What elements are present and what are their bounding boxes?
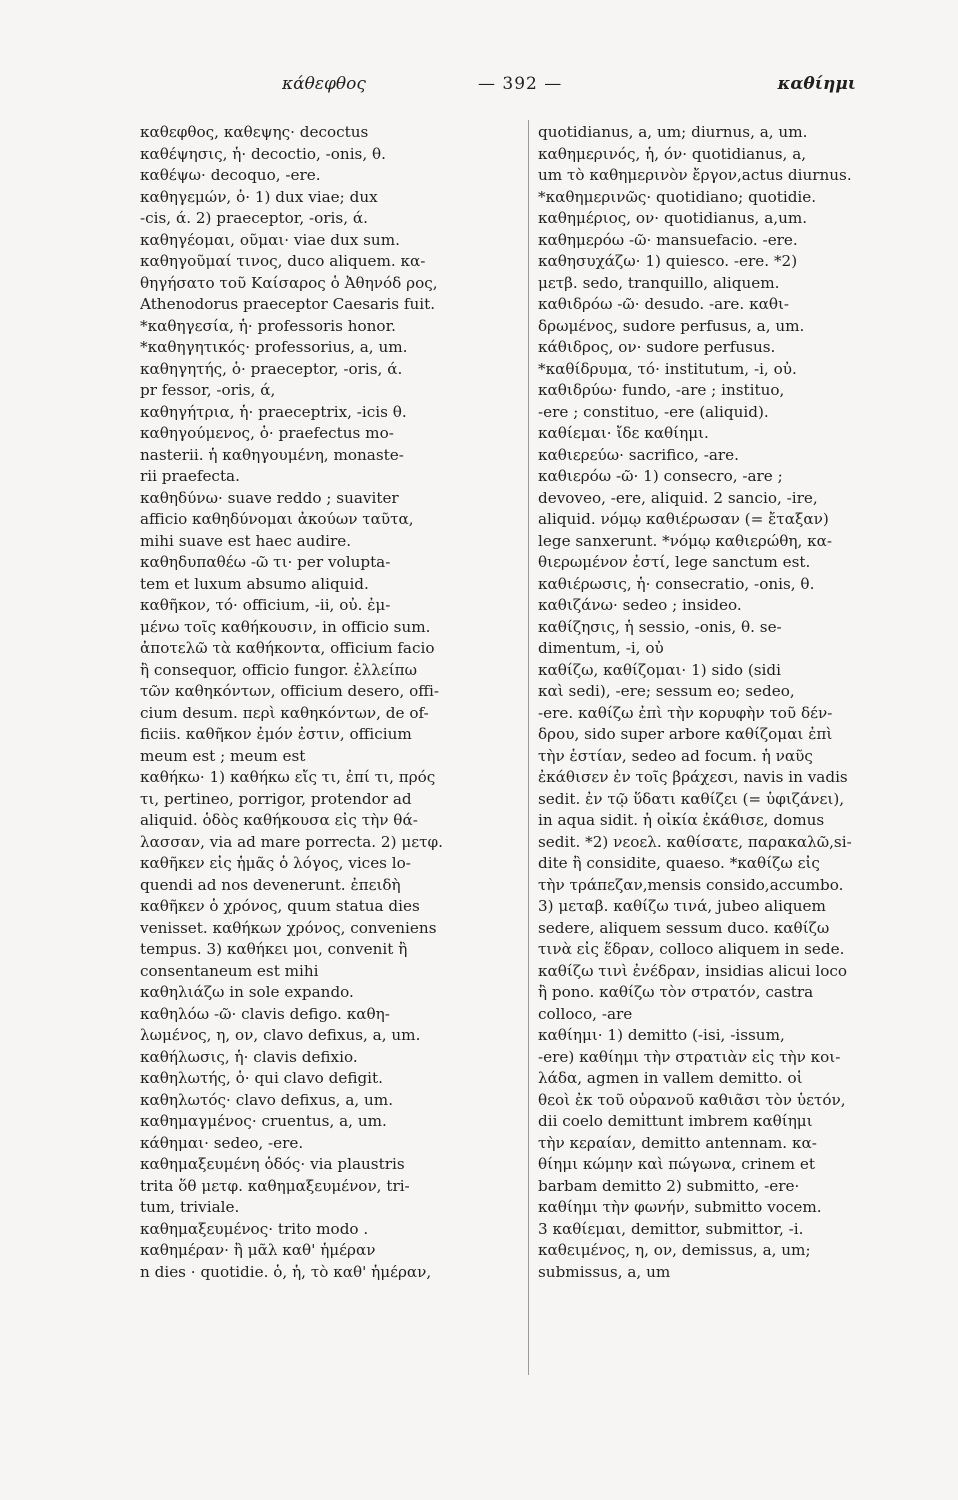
dictionary-line: καθίζω, καθίζομαι· 1) sido (sidi <box>538 660 781 679</box>
dictionary-line: καθίημι τὴν φωνήν, submitto vocem. <box>538 1198 822 1216</box>
dictionary-line: aliquid. νόμῳ καθιέρωσαν (= ἔταξαν) <box>538 510 829 528</box>
dictionary-line: καθημέριος, ον· quotidianus, a,um. <box>538 209 808 227</box>
dictionary-line: κάθημαι· sedeo, -ere. <box>140 1133 304 1152</box>
dictionary-line: καθηλόω -ῶ· clavis defigo. καθη- <box>140 1004 390 1023</box>
dictionary-line: τὴν κεραίαν, demitto antennam. κα- <box>538 1133 817 1152</box>
dictionary-line: λωμένος, η, ον, clavo defixus, a, um. <box>140 1026 421 1044</box>
dictionary-line: τι, pertineo, porrigor, protendor ad <box>140 789 412 808</box>
dictionary-line: *καθίδρυμα, τό· institutum, -i, οὐ. <box>538 359 797 378</box>
dictionary-line: θιερωμένον ἐστί, lege sanctum est. <box>538 553 811 571</box>
dictionary-line: καθῆκεν εἰς ἡμᾶς ὁ λόγος, vices lo- <box>140 854 411 872</box>
dictionary-line: καθίζησις, ἡ sessio, -onis, θ. se- <box>538 617 782 636</box>
dictionary-line: *καθηγητικός· professorius, a, um. <box>140 338 408 356</box>
dictionary-line: καθηγέομαι, οῦμαι· viae dux sum. <box>140 230 400 249</box>
dictionary-line: θίημι κώμην καὶ πώγωνα, crinem et <box>538 1155 815 1173</box>
dictionary-line: sedere, aliquem sessum duco. καθίζω <box>538 918 830 937</box>
dictionary-line: tempus. 3) καθήκει μοι, convenit ἢ <box>140 940 408 958</box>
dictionary-line: tem et luxum absumo aliquid. <box>140 574 369 593</box>
dictionary-line: καθέψω· decoquo, -ere. <box>140 166 321 184</box>
dictionary-line: καθηγητής, ὁ· praeceptor, -oris, ά. <box>140 359 403 378</box>
dictionary-line: καθηγήτρια, ἡ· praeceptrix, -icis θ. <box>140 402 407 421</box>
dictionary-line: trita ὅθ μετφ. καθημαξευμένον, tri- <box>140 1176 410 1195</box>
dictionary-line: quotidianus, a, um; diurnus, a, um. <box>538 123 808 141</box>
dictionary-line: aliquid. ὁδὸς καθήκουσα εἰς τὴν θά- <box>140 811 418 829</box>
dictionary-line: -ere. καθίζω ἐπὶ τὴν κορυφὴν τοῦ δέν- <box>538 703 833 722</box>
dictionary-line: meum est ; meum est <box>140 746 306 765</box>
dictionary-line: καθιερόω -ῶ· 1) consecro, -are ; <box>538 467 783 485</box>
dictionary-line: καθιδρόω -ῶ· desudo. -are. καθι- <box>538 295 790 313</box>
page-header <box>140 74 860 104</box>
left-running-headword: κάθεφθος <box>282 74 366 94</box>
dictionary-line: -cis, ά. 2) praeceptor, -oris, ά. <box>140 209 368 227</box>
right-running-headword: καθίημι <box>777 74 856 94</box>
right-column <box>538 122 910 1283</box>
dictionary-line: ἢ consequor, officio fungor. ἐλλείπω <box>140 660 418 679</box>
dictionary-line: n dies · quotidie. ὁ, ἡ, τὸ καθ' ἡμέραν, <box>140 1262 432 1281</box>
dictionary-line: καθεφθος, καθεψης· decoctus <box>140 123 369 141</box>
dictionary-line: καθησυχάζω· 1) quiesco. -ere. *2) <box>538 252 798 270</box>
dictionary-line: δρωμένος, sudore perfusus, a, um. <box>538 316 805 335</box>
dictionary-line: καθῆκεν ὁ χρόνος, quum statua dies <box>140 897 420 915</box>
dictionary-line: ἐκάθισεν ἐν τοῖς βράχεσι, navis in vadis <box>538 768 848 786</box>
dictionary-line: τὴν ἑστίαν, sedeo ad focum. ἡ ναῦς <box>538 746 813 765</box>
dictionary-line: καθημαξευμένη ὁδός· via plaustris <box>140 1155 405 1173</box>
dictionary-line: καθιζάνω· sedeo ; insideo. <box>538 596 742 614</box>
dictionary-line: κάθιδρος, ον· sudore perfusus. <box>538 338 776 356</box>
dictionary-line: lege sanxerunt. *νόμῳ καθιερώθη, κα- <box>538 531 833 550</box>
dictionary-line: καθιέρωσις, ἡ· consecratio, -onis, θ. <box>538 574 815 593</box>
dictionary-line: καθῆκον, τό· officium, -ii, οὐ. ἐμ- <box>140 596 391 614</box>
dictionary-line: ἀποτελῶ τὰ καθήκοντα, officium facio <box>140 639 435 657</box>
dictionary-line: καθήκω· 1) καθήκω εἴς τι, ἐπί τι, πρός <box>140 768 436 786</box>
dictionary-line: barbam demitto 2) submitto, -ere· <box>538 1176 800 1195</box>
dictionary-line: dimentum, -i, οὐ <box>538 639 664 657</box>
dictionary-line: afficio καθηδύνομαι ἀκούων ταῦτα, <box>140 510 414 528</box>
dictionary-line: pr fessor, -oris, ά, <box>140 381 276 399</box>
dictionary-line: καθήλωσις, ἡ· clavis defixio. <box>140 1047 358 1066</box>
dictionary-line: ἢ pono. καθίζω τὸν στρατόν, castra <box>538 983 814 1001</box>
dictionary-line: καθημέραν· ἢ μᾶλ καθ' ἡμέραν <box>140 1241 376 1259</box>
dictionary-line: 3) μεταβ. καθίζω τινά, jubeo aliquem <box>538 897 826 915</box>
dictionary-line: colloco, -are <box>538 1004 633 1023</box>
dictionary-line: mihi suave est haec audire. <box>140 531 352 550</box>
dictionary-line: καθηλωτής, ὁ· qui clavo defigit. <box>140 1069 383 1087</box>
dictionary-line: μένω τοῖς καθήκουσιν, in officio sum. <box>140 617 431 636</box>
page-number: — 392 — <box>478 74 563 94</box>
dictionary-line: καθημαγμένος· cruentus, a, um. <box>140 1112 387 1130</box>
dictionary-line: τινὰ εἰς ἕδραν, colloco aliquem in sede. <box>538 940 845 958</box>
dictionary-line: θηγήσατο τοῦ Καίσαρος ὁ Ἀθηνόδ ρος, <box>140 273 438 292</box>
dictionary-line: tum, triviale. <box>140 1198 240 1216</box>
dictionary-line: θεοὶ ἐκ τοῦ οὐρανοῦ καθιᾶσι τὸν ὑετόν, <box>538 1090 846 1109</box>
dictionary-line: in aqua sidit. ἡ οἰκία ἐκάθισε, domus <box>538 811 825 829</box>
dictionary-line: *καθημερινῶς· quotidiano; quotidie. <box>538 187 817 206</box>
dictionary-line: cium desum. περὶ καθηκόντων, de of- <box>140 703 429 722</box>
dictionary-line: consentaneum est mihi <box>140 961 319 980</box>
dictionary-line: καθιδρύω· fundo, -are ; instituo, <box>538 381 785 399</box>
dictionary-line: submissus, a, um <box>538 1262 671 1281</box>
dictionary-line: dii coelo demittunt imbrem καθίημι <box>538 1112 813 1130</box>
dictionary-line: devoveo, -ere, aliquid. 2 sancio, -ire, <box>538 488 818 507</box>
dictionary-line: quendi ad nos devenerunt. ἐπειδὴ <box>140 875 401 894</box>
dictionary-line: καθημερόω -ῶ· mansuefacio. -ere. <box>538 230 798 249</box>
dictionary-line: venisset. καθήκων χρόνος, conveniens <box>140 918 437 937</box>
dictionary-line: -ere ; constituo, -ere (aliquid). <box>538 402 769 421</box>
dictionary-line: -ere) καθίημι τὴν στρατιὰν εἰς τὴν κοι- <box>538 1047 841 1066</box>
dictionary-line: λασσαν, via ad mare porrecta. 2) μετφ. <box>140 832 443 851</box>
dictionary-line: δρου, sido super arbore καθίζομαι ἐπὶ <box>538 725 833 743</box>
dictionary-line: Athenodorus praeceptor Caesaris fuit. <box>140 295 436 313</box>
dictionary-line: καθηλιάζω in sole expando. <box>140 983 354 1001</box>
dictionary-line: καθηδύνω· suave reddo ; suaviter <box>140 488 399 507</box>
dictionary-line: τὴν τράπεζαν,mensis consido,accumbo. <box>538 875 844 894</box>
dictionary-line: καθηγοῦμαί τινος, duco aliquem. κα- <box>140 252 426 270</box>
column-divider <box>528 120 529 1375</box>
dictionary-line: καθηγεμών, ὁ· 1) dux viae; dux <box>140 187 378 206</box>
dictionary-line: καὶ sedi), -ere; sessum eo; sedeo, <box>538 682 795 700</box>
dictionary-line: καθηλωτός· clavo defixus, a, um. <box>140 1090 394 1109</box>
dictionary-line: 3 καθίεμαι, demittor, submittor, -i. <box>538 1219 804 1238</box>
dictionary-line: καθίεμαι· ἴδε καθίημι. <box>538 424 709 442</box>
dictionary-line: *καθηγεσία, ἡ· professoris honor. <box>140 316 396 335</box>
dictionary-line: μετβ. sedo, tranquillo, aliquem. <box>538 273 780 292</box>
dictionary-line: καθίζω τινὶ ἐνέδραν, insidias alicui loco <box>538 961 848 980</box>
dictionary-line: dite ἢ considite, quaeso. *καθίζω εἰς <box>538 854 820 872</box>
dictionary-line: καθηγούμενος, ὁ· praefectus mo- <box>140 424 394 442</box>
dictionary-line: λάδα, agmen in vallem demitto. οἱ <box>538 1069 803 1087</box>
dictionary-line: καθειμένος, η, ον, demissus, a, um; <box>538 1241 811 1259</box>
dictionary-line: καθημαξευμένος· trito modo . <box>140 1219 369 1238</box>
dictionary-line: ficiis. καθῆκον ἐμόν ἐστιν, officium <box>140 725 412 743</box>
dictionary-line: τῶν καθηκόντων, officium desero, offi- <box>140 682 440 700</box>
dictionary-line: καθέψησις, ἡ· decoctio, -onis, θ. <box>140 144 386 163</box>
dictionary-line: καθηδυπαθέω -ῶ τι· per volupta- <box>140 553 391 571</box>
dictionary-line: καθημερινός, ἡ, όν· quotidianus, a, <box>538 144 807 163</box>
dictionary-line: καθιερεύω· sacrifico, -are. <box>538 445 739 464</box>
left-column <box>140 122 520 1283</box>
dictionary-line: sedit. *2) νεοελ. καθίσατε, παρακαλῶ,si- <box>538 832 852 851</box>
dictionary-line: nasterii. ἡ καθηγουμένη, monaste- <box>140 445 404 464</box>
dictionary-line: καθίημι· 1) demitto (-isi, -issum, <box>538 1026 785 1044</box>
dictionary-line: um τὸ καθημερινὸν ἔργον,actus diurnus. <box>538 166 852 184</box>
dictionary-line: sedit. ἐν τῷ ὕδατι καθίζει (= ὑφιζάνει), <box>538 789 845 808</box>
dictionary-line: rii praefecta. <box>140 467 240 485</box>
